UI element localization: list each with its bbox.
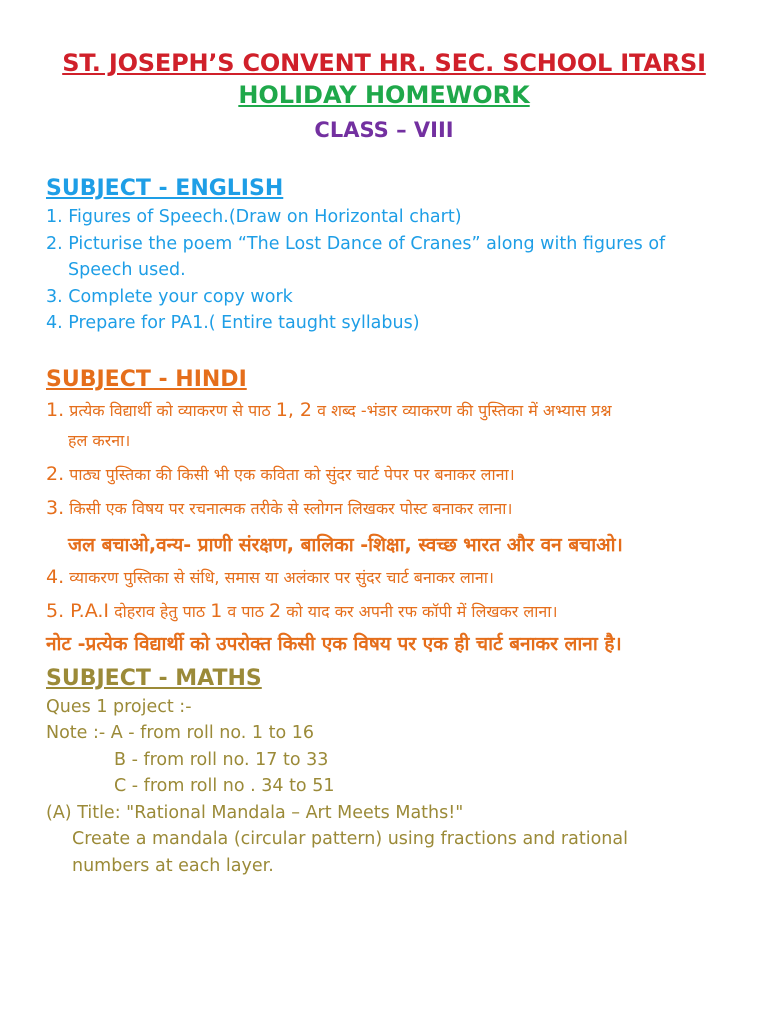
hindi-item-5 — [46, 596, 728, 627]
school-name: ST. JOSEPH’S CONVENT HR. SEC. SCHOOL ITARSI — [62, 49, 706, 77]
hindi-item-3 — [46, 493, 728, 524]
english-item: 1. Figures of Speech.(Draw on Horizontal chart) — [46, 207, 462, 227]
hindi-heading: SUBJECT - HINDI — [46, 366, 247, 392]
hindi-lesson-numbers: 1, 2 — [275, 398, 313, 421]
hindi-item-number: 3. — [46, 496, 65, 519]
hindi-item-number: 2. — [46, 462, 65, 485]
hindi-item-text: प्रत्येक विद्यार्थी को व्याकरण से पाठ — [64, 400, 276, 420]
hindi-item-text: दोहराव हेतु पाठ — [109, 601, 211, 621]
maths-line: numbers at each layer. — [72, 855, 274, 876]
hindi-item-text: व शब्द -भंडार व्याकरण की पुस्तिका में अभ्यास प्रश्न — [312, 400, 612, 420]
hindi-slogan-topics: जल बचाओ,वन्य- प्राणी संरक्षण, बालिका -शिक्षा, स्वच्छ भारत और वन बचाओ। — [68, 533, 623, 556]
hindi-item-2 — [46, 459, 728, 490]
hindi-item-4 — [46, 562, 728, 593]
maths-line: B - from roll no. 17 to 33 — [114, 749, 329, 770]
maths-line: Ques 1 project :- — [46, 696, 192, 717]
english-list — [46, 204, 728, 337]
maths-line: C - from roll no . 34 to 51 — [114, 776, 335, 796]
header — [40, 0, 728, 148]
hindi-item-continued: हल करना। — [68, 430, 131, 450]
maths-content — [46, 694, 728, 880]
maths-line: Note :- A - from roll no. 1 to 16 — [46, 723, 314, 743]
english-heading: SUBJECT - ENGLISH — [46, 176, 284, 201]
hindi-item-number: 1. — [46, 398, 65, 421]
english-item: 2. Picturise the poem “The Lost Dance of Cranes” along with figures of — [46, 233, 666, 254]
hindi-item-1 — [46, 395, 728, 456]
english-item: 3. Complete your copy work — [46, 286, 293, 307]
hindi-item-text: को याद कर अपनी रफ कॉपी में लिखकर लाना। — [281, 601, 558, 621]
hindi-note: नोट -प्रत्येक विद्यार्थी को उपरोक्त किसी एक विषय पर एक ही चार्ट बनाकर लाना है। — [46, 632, 622, 655]
homework-title: HOLIDAY HOMEWORK — [238, 81, 530, 109]
hindi-lesson-number: 2 — [269, 599, 282, 622]
maths-line: Create a mandala (circular pattern) using fractions and rational — [72, 829, 628, 849]
maths-heading: SUBJECT - MATHS — [46, 665, 262, 691]
maths-line: (A) Title: "Rational Mandala – Art Meets Maths!" — [46, 802, 464, 823]
class-label: CLASS – VIII — [314, 118, 454, 142]
hindi-item-text: व्याकरण पुस्तिका से संधि, समास या अलंकार पर सुंदर चार्ट बनाकर लाना। — [64, 567, 494, 587]
hindi-item-text: किसी एक विषय पर रचनात्मक तरीके से स्लोगन लिखकर पोस्ट बनाकर लाना। — [64, 498, 513, 518]
hindi-lesson-number: 1 — [210, 599, 223, 622]
hindi-item-number: 4. — [46, 565, 65, 588]
english-item: 4. Prepare for PA1.( Entire taught syllabus) — [46, 313, 420, 333]
english-item-continued: Speech used. — [68, 260, 186, 280]
hindi-item-text: पाठ्य पुस्तिका की किसी भी एक कविता को सुंदर चार्ट पेपर पर बनाकर लाना। — [64, 464, 515, 484]
hindi-item-number: 5. P.A.I — [46, 599, 110, 622]
hindi-item-text: व पाठ — [222, 601, 270, 621]
